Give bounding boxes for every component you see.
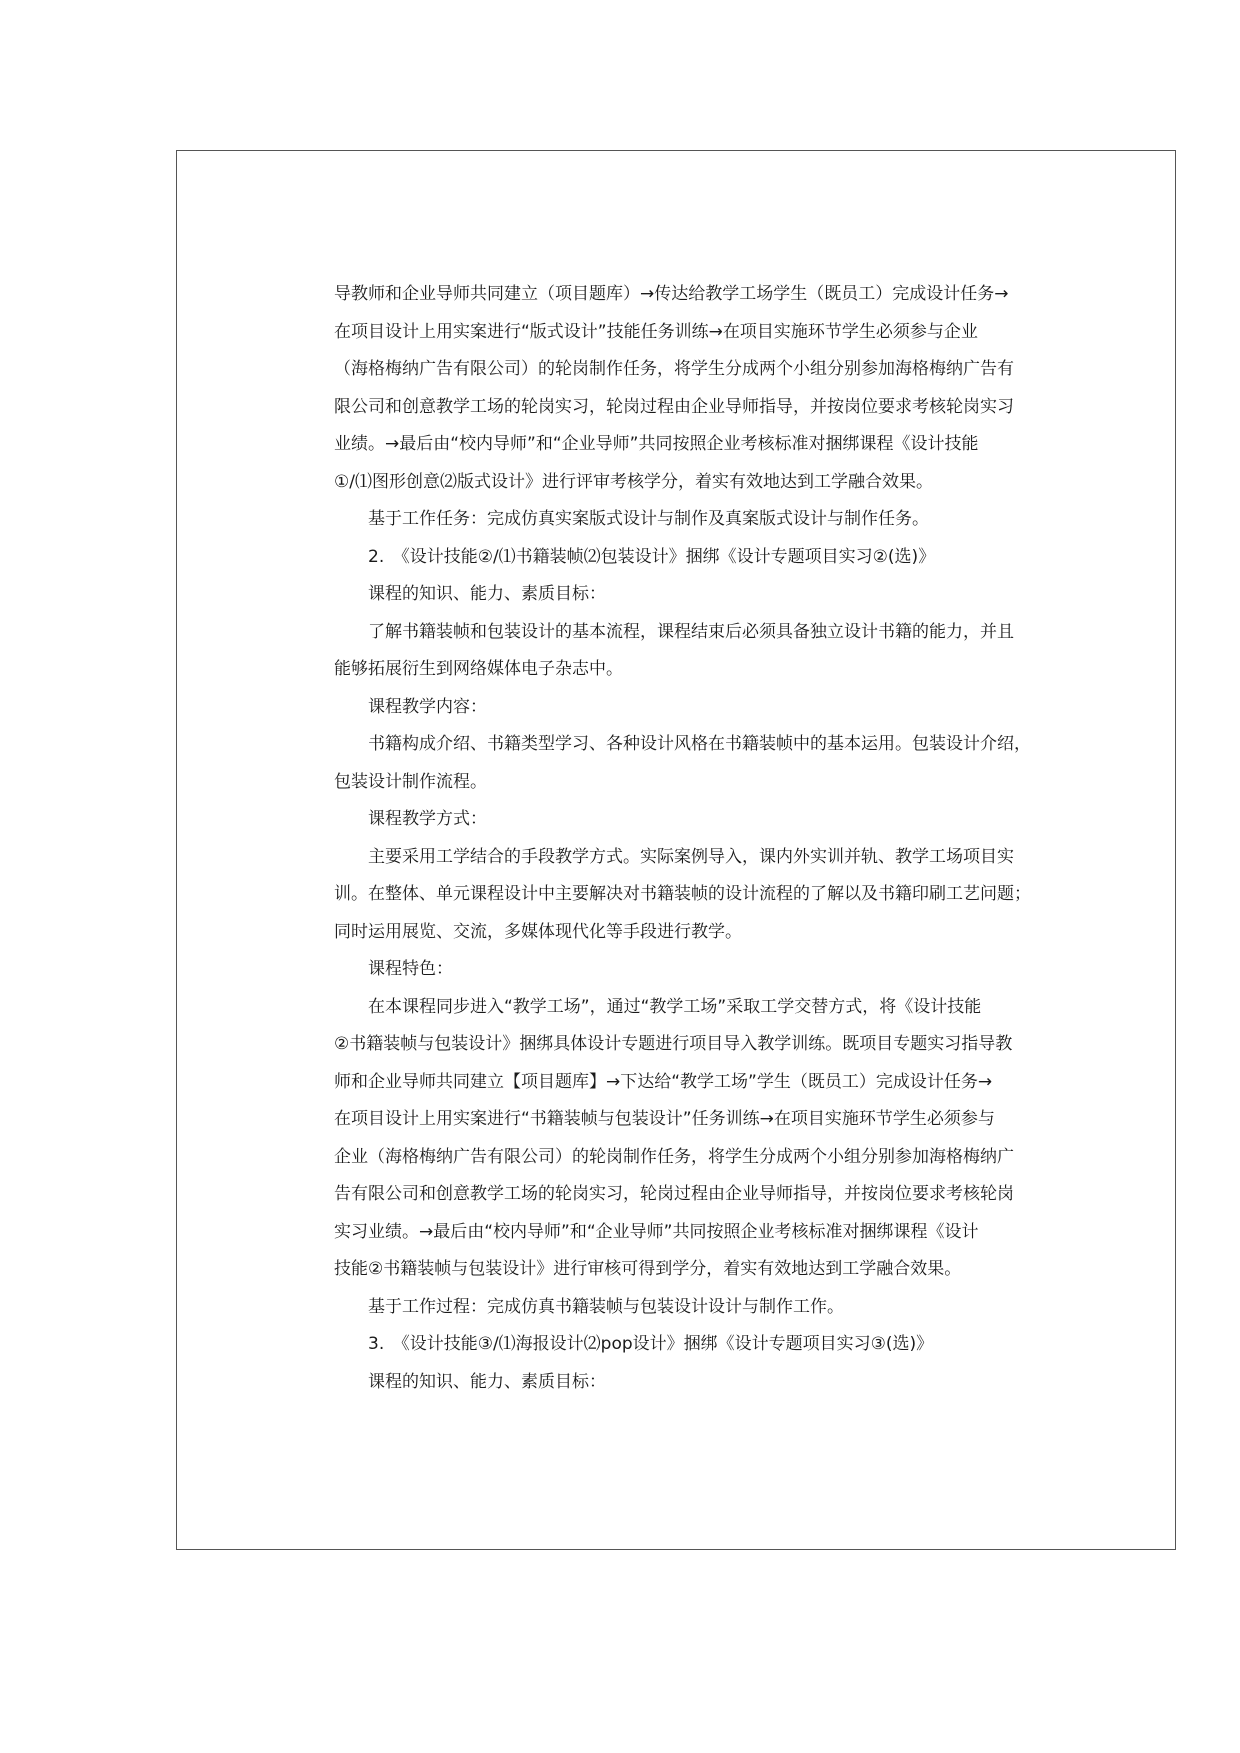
text-line: 在项目设计上用实案进行“版式设计”技能任务训练→在项目实施环节学生必须参与企业 [334,321,978,342]
text-line: 课程的知识、能力、素质目标： [368,1371,606,1392]
text-line: 书籍构成介绍、书籍类型学习、各种设计风格在书籍装帧中的基本运用。包装设计介绍， [368,734,1031,754]
text-line: 课程教学方式： [368,809,487,829]
text-line: 了解书籍装帧和包装设计的基本流程，课程结束后必须具备独立设计书籍的能力，并且 [368,621,1014,642]
text-line: ②书籍装帧与包装设计》捆绑具体设计专题进行项目导入教学训练。既项目专题实习指导教 [334,1034,1013,1054]
text-line: 课程特色： [368,959,453,979]
text-line: 能够拓展衍生到网络媒体电子杂志中。 [334,659,623,679]
text-line: 业绩。→最后由“校内导师”和“企业导师”共同按照企业考核标准对捆绑课程《设计技能 [334,434,979,454]
text-line: 同时运用展览、交流，多媒体现代化等手段进行教学。 [334,921,742,942]
text-line: 课程教学内容： [368,696,487,717]
text-line: 师和企业导师共同建立【项目题库】→下达给“教学工场”学生（既员工）完成设计任务→ [334,1071,993,1092]
text-line: 在本课程同步进入“教学工场”，通过“教学工场”采取工学交替方式，将《设计技能 [368,996,982,1017]
text-line: 实习业绩。→最后由“校内导师”和“企业导师”共同按照企业考核标准对捆绑课程《设计 [334,1221,979,1242]
text-line: 企业（海格梅纳广告有限公司）的轮岗制作任务，将学生分成两个小组分别参加海格梅纳广 [334,1146,1014,1167]
text-line: 技能②书籍装帧与包装设计》进行审核可得到学分，着实有效地达到工学融合效果。 [334,1259,962,1279]
text-line: 限公司和创意教学工场的轮岗实习，轮岗过程由企业导师指导，并按岗位要求考核轮岗实习 [334,396,1014,417]
text-line: （海格梅纳广告有限公司）的轮岗制作任务，将学生分成两个小组分别参加海格梅纳广告有 [334,359,1014,379]
text-line: 基于工作任务：完成仿真实案版式设计与制作及真案版式设计与制作任务。 [368,509,929,529]
text-line: 基于工作过程：完成仿真书籍装帧与包装设计设计与制作工作。 [368,1296,844,1317]
text-line: 2. 《设计技能②/⑴书籍装帧⑵包装设计》捆绑《设计专题项目实习②(选)》 [368,546,936,567]
text-line: 3. 《设计技能③/⑴海报设计⑵pop设计》捆绑《设计专题项目实习③(选)》 [368,1334,934,1354]
text-line: 在项目设计上用实案进行“书籍装帧与包装设计”任务训练→在项目实施环节学生必须参与 [334,1109,995,1129]
document-body [334,276,1040,1401]
text-line: 训。在整体、单元课程设计中主要解决对书籍装帧的设计流程的了解以及书籍印刷工艺问题； [334,884,1031,904]
text-line: 课程的知识、能力、素质目标： [368,584,606,604]
text-line: 包装设计制作流程。 [334,771,487,792]
text-line: ①/⑴图形创意⑵版式设计》进行评审考核学分，着实有效地达到工学融合效果。 [334,471,933,492]
text-line: 告有限公司和创意教学工场的轮岗实习，轮岗过程由企业导师指导，并按岗位要求考核轮岗 [334,1184,1014,1204]
text-line: 主要采用工学结合的手段教学方式。实际案例导入，课内外实训并轨、教学工场项目实 [368,846,1014,867]
text-line: 导教师和企业导师共同建立（项目题库）→传达给教学工场学生（既员工）完成设计任务→ [334,284,1009,304]
